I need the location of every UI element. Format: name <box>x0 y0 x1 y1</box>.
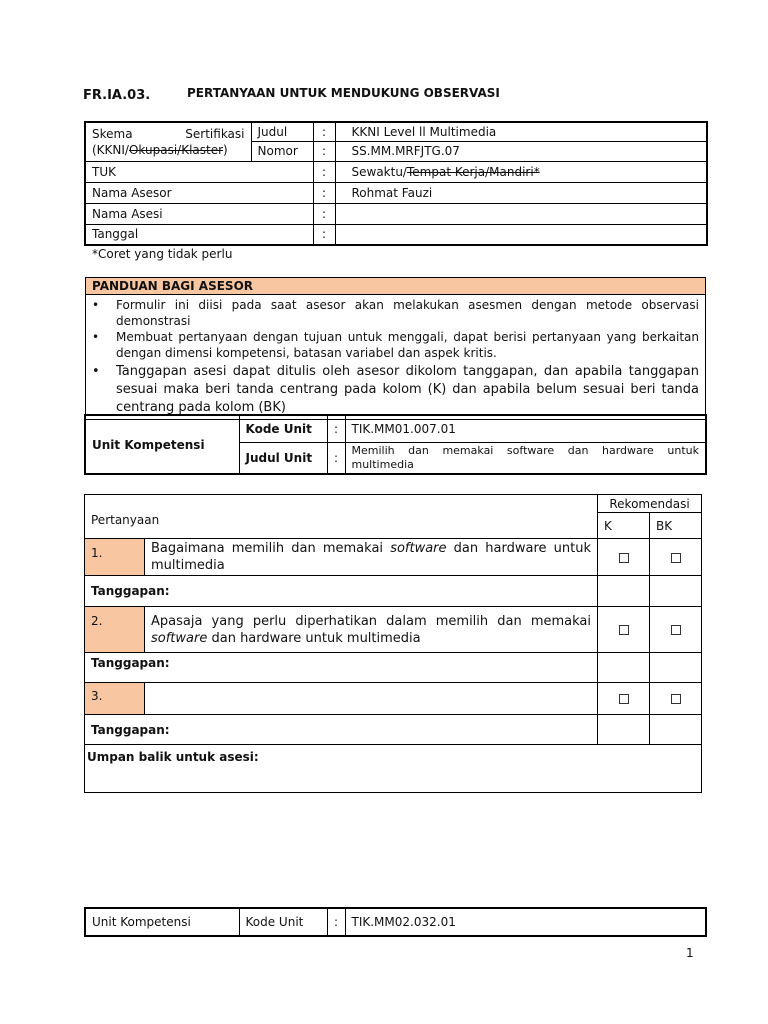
judul-value: KKNI Level ll Multimedia <box>335 122 707 141</box>
q3-k-checkbox[interactable] <box>598 683 650 715</box>
unit2-kode-value: TIK.MM02.032.01 <box>345 908 706 936</box>
asesi-value <box>335 203 707 224</box>
questions-table <box>84 494 702 793</box>
unit2-label: Unit Kompetensi <box>85 908 239 936</box>
q2-k-checkbox[interactable] <box>598 607 650 653</box>
q1-number: 1. <box>85 539 145 576</box>
page-number: 1 <box>686 946 694 960</box>
unit2-table: Unit Kompetensi Kode Unit : TIK.MM02.032.01 <box>84 907 707 937</box>
q3-text <box>145 683 598 715</box>
bk-header: BK <box>650 513 702 539</box>
tanggal-label: Tanggal <box>85 224 313 245</box>
k-header: K <box>598 513 650 539</box>
unit1-judul-value: Memilih dan memakai software dan hardware untuk multimedia <box>345 442 706 474</box>
tuk-label: TUK <box>85 161 313 182</box>
unit2-kode-label: Kode Unit <box>239 908 327 936</box>
form-title: PERTANYAAN UNTUK MENDUKUNG OBSERVASI <box>187 86 500 100</box>
guide-body <box>86 295 706 420</box>
guide-item: • Tanggapan asesi dapat ditulis oleh asesor dikolom tanggapan, dan apabila tanggapan sesuai maka beri tanda centrang pada kolom (K) dan apabila belum sesuai beri tanda centrang pada kolom (BK) <box>86 363 699 417</box>
q1-text: Bagaimana memilih dan memakai software dan hardware untuk multimedia <box>145 539 598 576</box>
form-code: FR.IA.03. <box>83 88 151 103</box>
unit1-table: Unit Kompetensi Kode Unit : TIK.MM01.007.01 Judul Unit : Memilih dan memakai software dan hardware untuk multimedia <box>84 414 707 475</box>
note-text: *Coret yang tidak perlu <box>92 247 233 261</box>
guide-item: • Membuat pertanyaan dengan tujuan untuk menggali, dapat berisi pertanyaan yang berkaitan dengan dimensi kompetensi, batasan variabel dan aspek kritis. <box>86 329 699 361</box>
unit1-label: Unit Kompetensi <box>85 415 239 474</box>
q1-k-checkbox[interactable] <box>598 539 650 576</box>
q1-tanggapan: Tanggapan: <box>85 576 598 607</box>
guide-table <box>85 277 706 420</box>
q2-tanggapan: Tanggapan: <box>85 653 598 683</box>
tanggal-value <box>335 224 707 245</box>
asesi-label: Nama Asesi <box>85 203 313 224</box>
asesor-value: Rohmat Fauzi <box>335 182 707 203</box>
guide-item: • Formulir ini diisi pada saat asesor akan melakukan asesmen dengan metode observasi demonstrasi <box>86 297 699 329</box>
q3-bk-checkbox[interactable] <box>650 683 702 715</box>
unit1-kode-label: Kode Unit <box>239 415 327 442</box>
tuk-value: Sewaktu/Tempat Kerja/Mandiri* <box>335 161 707 182</box>
q3-number: 3. <box>85 683 145 715</box>
unit1-kode-value: TIK.MM01.007.01 <box>345 415 706 442</box>
q2-text: Apasaja yang perlu diperhatikan dalam memilih dan memakai software dan hardware untuk multimedia <box>145 607 598 653</box>
guide-title: PANDUAN BAGI ASESOR <box>86 278 706 295</box>
asesor-label: Nama Asesor <box>85 182 313 203</box>
q3-tanggapan: Tanggapan: <box>85 715 598 745</box>
nomor-label: Nomor <box>251 141 313 161</box>
pertanyaan-header: Pertanyaan <box>85 495 598 539</box>
feedback-label: Umpan balik untuk asesi: <box>85 745 702 793</box>
skema-label: Skema Sertifikasi (KKNI/Okupasi/Klaster) <box>85 122 251 161</box>
rekomendasi-header: Rekomendasi <box>598 495 702 513</box>
q2-number: 2. <box>85 607 145 653</box>
judul-label: Judul <box>251 122 313 141</box>
q2-bk-checkbox[interactable] <box>650 607 702 653</box>
info-table: Skema Sertifikasi (KKNI/Okupasi/Klaster) Judul : KKNI Level ll Multimedia Nomor : SS.MM.MRFJTG.07 TUK : Sewaktu/Tempat Kerja/Mandiri* Nama Asesor : Rohmat Fauzi Nama Asesi : Tanggal : <box>84 121 708 246</box>
q1-bk-checkbox[interactable] <box>650 539 702 576</box>
nomor-value: SS.MM.MRFJTG.07 <box>335 141 707 161</box>
unit1-judul-label: Judul Unit <box>239 442 327 474</box>
